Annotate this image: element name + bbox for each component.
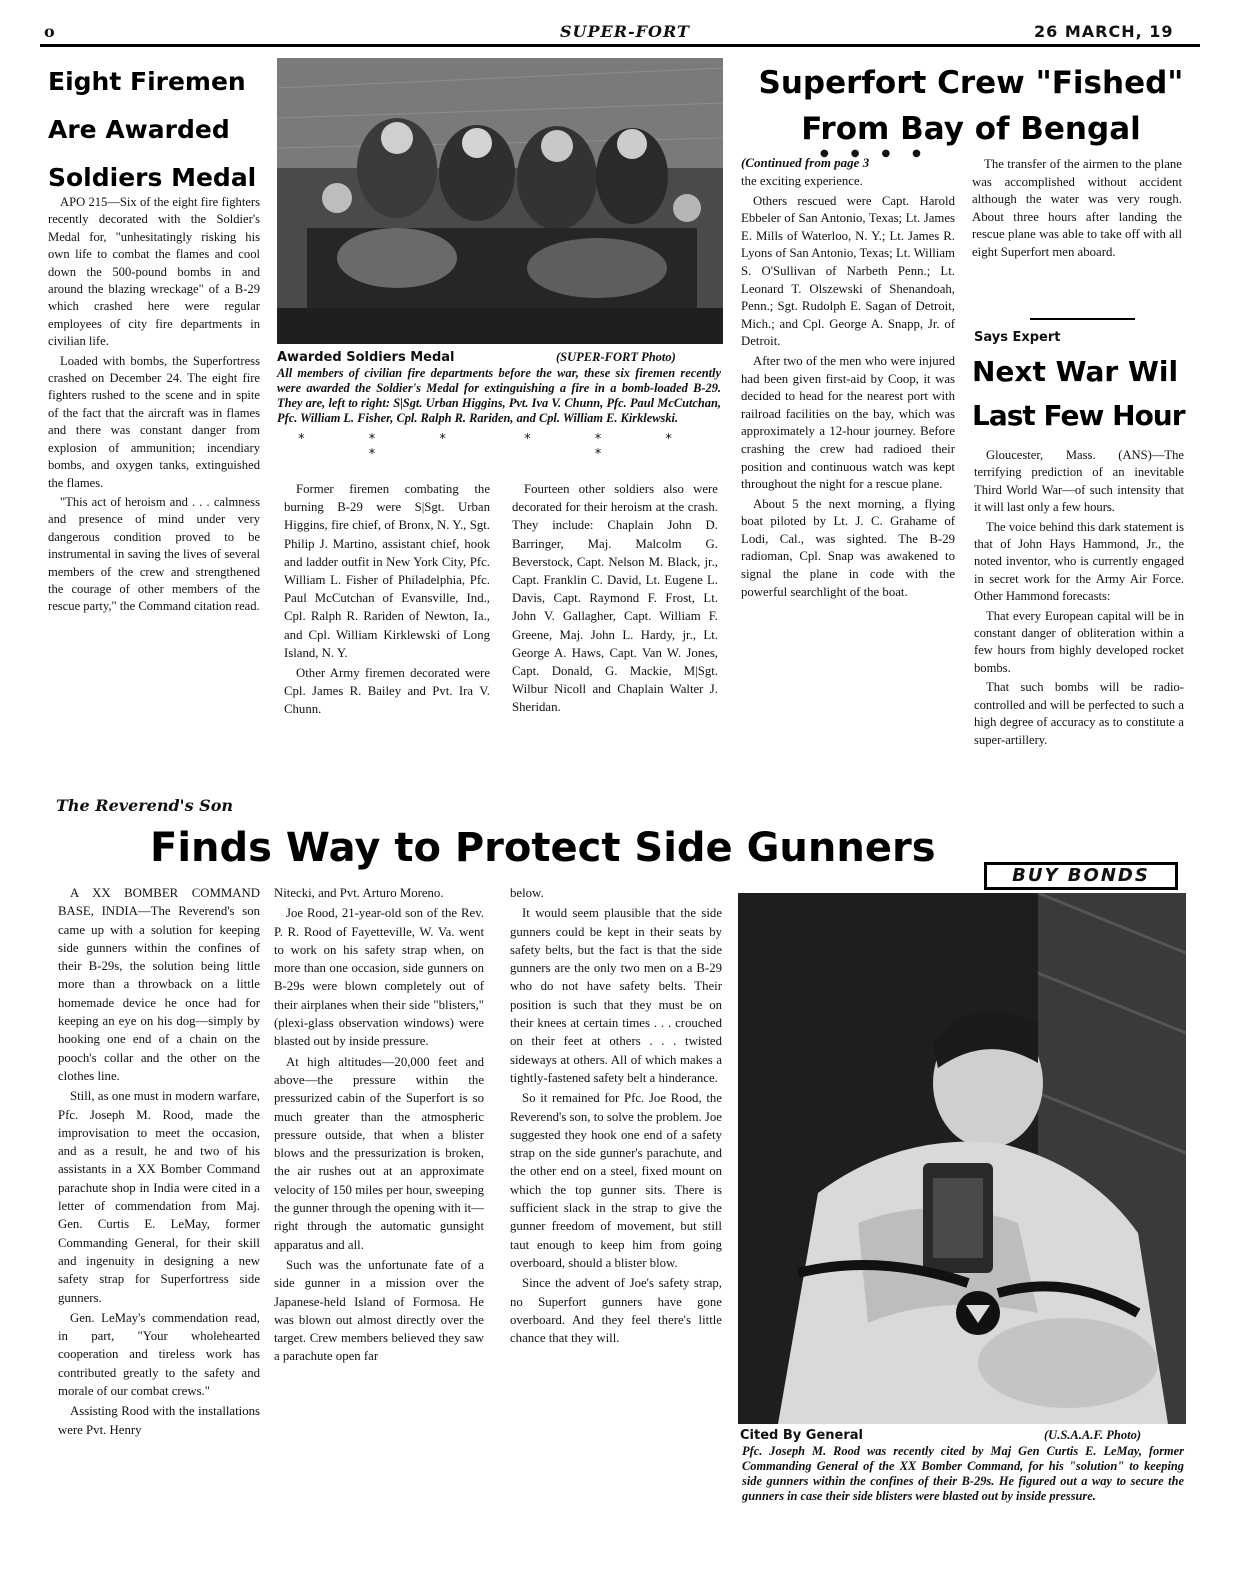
superfort-paragraph: the exciting experience. bbox=[741, 174, 863, 188]
firemen-column-2 bbox=[284, 480, 490, 721]
gunners-paragraph: Assisting Rood with the installations were Pvt. Henry bbox=[58, 1404, 260, 1437]
firemen-separator-left: * * * * bbox=[298, 432, 476, 462]
superfort-end-rule bbox=[1030, 318, 1135, 320]
gunners-column-2 bbox=[274, 884, 484, 1368]
superfort-continued-line: (Continued from page 3 bbox=[741, 155, 870, 170]
expert-kicker: Says Expert bbox=[974, 330, 1061, 345]
expert-paragraph: Gloucester, Mass. (ANS)—The terrifying prediction of an inevitable Third World War—of such intensity that it will last only a few hours. bbox=[974, 448, 1184, 515]
gunners-paragraph: Gen. LeMay's commendation read, in part, "Your wholehearted cooperation and tireless work has contributed greatly to the safety and morale of our combat crews." bbox=[58, 1310, 260, 1399]
firemen-photo-caption-title: Awarded Soldiers Medal bbox=[277, 350, 455, 365]
expert-paragraph: That every European capital will be in constant danger of obliteration within a few hours from highly developed rocket bombs. bbox=[974, 608, 1184, 675]
firemen-headline-line-3: Soldiers Medal bbox=[48, 163, 257, 192]
firemen-paragraph: "This act of heroism and . . . calmness and presence of mind under very dangerous condition proved to be instrumental in saving the lives of several members of the crew and strengthened the courage of other members of the rescue party," the Command citation read. bbox=[48, 494, 260, 614]
superfort-paragraph: After two of the men who were injured had been given first-aid by Coop, it was decided to head for the nearest port with railroad facilities on the bay, which was approximately a 12-hour journey. Before crashing the crew had radioed their position and continuous watch was kept throughout the night for a rescue plane. bbox=[741, 353, 955, 492]
page-number: o bbox=[44, 22, 55, 41]
gunner-photo bbox=[738, 893, 1186, 1424]
superfort-paragraph: Others rescued were Capt. Harold Ebbeler of San Antonio, Texas; Lt. James E. Mills of Waterloo, N. Y.; Lt. James R. Lyons of San Antonio, Texas; Lt. William S. O'Sullivan of Narbeth Penn.; Lt. Leonard T. Olszewski of Shenandoah, Penn.; Sgt. Rudolph E. Sagan of Detroit, Mich.; and Cpl. George A. Snapp, Jr. of Detroit. bbox=[741, 193, 955, 349]
gunners-headline: Finds Way to Protect Side Gunners bbox=[150, 825, 936, 871]
firemen-headline bbox=[48, 58, 268, 202]
expert-column bbox=[974, 447, 1184, 751]
masthead-paper-name: SUPER-FORT bbox=[560, 22, 690, 41]
gunners-paragraph: Such was the unfortunate fate of a side gunner in a mission over the Japanese-held Island of Formosa. He was blown out almost directly over the target. Crew members believed they saw a parachute open far bbox=[274, 1257, 484, 1364]
superfort-paragraph: About 5 the next morning, a flying boat piloted by Lt. J. C. Grahame of Lodi, Cal., was sighted. The B-29 radioman, Cpl. Snap was awakened to signal the plane in code with the powerful searchlight of the boat. bbox=[741, 496, 955, 599]
firemen-separator-right: * * * * bbox=[524, 432, 702, 462]
superfort-headline-line-1: Superfort Crew "Fished" bbox=[758, 65, 1184, 101]
gunners-paragraph: below. bbox=[510, 886, 544, 900]
superfort-headline bbox=[736, 60, 1206, 152]
firemen-photo-caption: All members of civilian fire departments before the war, these six firemen recently were awarded the Soldier's Medal for extinguishing a fire in a bomb-loaded B-29. They are, left to right: S|Sgt. Urban Higgins, Pvt. Iva V. Chunn, Pfc. Paul McCutchan, Pfc. William L. Fisher, Cpl. Ralph R. Rariden, and Cpl. William E. Kirklewski. bbox=[277, 366, 721, 425]
gunners-paragraph: Nitecki, and Pvt. Arturo Moreno. bbox=[274, 886, 444, 900]
gunner-photo-credit: (U.S.A.A.F. Photo) bbox=[1044, 1428, 1142, 1442]
firemen-photo-credit: (SUPER-FORT Photo) bbox=[556, 350, 676, 364]
issue-date: 26 MARCH, 19 bbox=[1034, 22, 1174, 41]
buy-bonds-label: BUY BONDS bbox=[1012, 865, 1150, 886]
expert-paragraph: That such bombs will be radio-controlled and will be perfected to such a high degree of accuracy as to constitute a super-artillery. bbox=[974, 680, 1184, 747]
superfort-paragraph: The transfer of the airmen to the plane was accomplished without accident although the water was very rough. About three hours after landing the rescue plane was able to take off with all eight Superfort men aboard. bbox=[972, 157, 1182, 259]
firemen-photo-illustration bbox=[277, 58, 723, 344]
buy-bonds-box bbox=[984, 862, 1178, 890]
gunner-photo-caption-title: Cited By General bbox=[740, 1428, 863, 1443]
expert-headline-line-1: Next War Wil bbox=[972, 355, 1179, 388]
gunner-photo-illustration bbox=[738, 893, 1186, 1424]
firemen-headline-line-1: Eight Firemen bbox=[48, 67, 246, 96]
superfort-column-1 bbox=[741, 173, 955, 603]
header-rule bbox=[40, 44, 1200, 47]
firemen-column-3 bbox=[512, 480, 718, 719]
gunner-photo-caption: Pfc. Joseph M. Rood was recently cited by Maj Gen Curtis E. LeMay, former Commanding General of the XX Bomber Command, for his "solution" to keeping side gunners within the confines of their B-29s. He figured out a way to secure the gunners in case their side blisters were blasted out by inside pressure. bbox=[742, 1444, 1184, 1503]
gunners-paragraph: It would seem plausible that the side gunners could be kept in their seats by safety belts, but the fact is that the side gunners are the only two men on a B-29 who do not have safety belts. Their position is such that they must be on their knees at certain times . . . crouched on their feet at others . . . twisted sideways at others. All of which makes a tightly-fastened safety belt a hinderance. bbox=[510, 906, 722, 1085]
gunners-paragraph: At high altitudes—20,000 feet and above—the pressure within the pressurized cabin of the Superfort is so much greater than the atmospheric pressure outside, that when a blister blows and the pressurization is broken, the air rushes out at an approximate velocity of 150 miles per hour, sweeping the gunner through the opening with it—right through the automatic gunsight apparatus and all. bbox=[274, 1054, 484, 1252]
gunners-column-1 bbox=[58, 884, 260, 1441]
superfort-column-2 bbox=[972, 156, 1182, 264]
firemen-paragraph: Other Army firemen decorated were Cpl. James R. Bailey and Pvt. Ira V. Chunn. bbox=[284, 666, 490, 717]
firemen-paragraph: Loaded with bombs, the Superfortress crashed on December 24. The eight fire fighters rushed to the scene and in spite of the fact that the aircraft was in flames and there was constant danger from explosion of ammunition; incendiary bombs, and oxygen tanks, extinguished the flames. bbox=[48, 353, 260, 490]
expert-headline-line-2: Last Few Hour bbox=[972, 399, 1185, 432]
firemen-paragraph: APO 215—Six of the eight fire fighters recently decorated with the Soldier's Medal for, "unhesitatingly risking his own life to combat the flames and cool down the 500-pound bombs in and around the blazing wreckage" of a B-29 which crashed here were regular employees of city fire departments in civilian life. bbox=[48, 195, 260, 349]
gunners-paragraph: A XX BOMBER COMMAND BASE, INDIA—The Reverend's son came up with a solution for keeping side gunners within the confines of their B-29s, the solution being little more than a throwback on a little homemade device he once had for keeping an eye on his dog—simply by hooking one end of a chain on the pooch's collar and the other on the clothes line. bbox=[58, 886, 260, 1083]
gunners-paragraph: So it remained for Pfc. Joe Rood, the Reverend's son, to solve the problem. Joe suggested they hook one end of a safety strap on the side gunner's parachute, and the other end on a steel, fixed mount on which the top gunner sits. There is sufficient slack in the strap to give the gunner freedom of movement, but still taut enough to keep him from going overboard, should a blister blow. bbox=[510, 1091, 722, 1270]
firemen-paragraph: Fourteen other soldiers also were decorated for their heroism at the crash. They include: Chaplain John D. Barringer, Maj. Malcolm G. Beverstock, Capt. Nelson M. Black, jr., Capt. Franklin C. David, Lt. Eugene L. Davis, Capt. Raymond F. Frost, Lt. John V. Gallagher, Capt. William F. Greene, Maj. John L. Hardy, jr., Lt. George A. Haws, Capt. Van W. Jones, Capt. Donald, G. Mackie, M|Sgt. Wilbur Nicoll and Chaplain Walter J. Sheridan. bbox=[512, 482, 718, 715]
firemen-column-1 bbox=[48, 194, 260, 618]
firemen-paragraph: Former firemen combating the burning B-29 were S|Sgt. Urban Higgins, fire chief, of Bronx, N. Y., Sgt. Philip J. Martino, assistant chief, hook and ladder outfit in New York City, Pfc. William L. Fisher of Philadelphia, Pfc. Paul McCutchan of Evansville, Ind., Cpl. Ralph R. Rariden of Newton, Ia., and Cpl. William Kirklewski of Long Island, N. Y. bbox=[284, 482, 490, 660]
firemen-headline-line-2: Are Awarded bbox=[48, 115, 230, 144]
gunners-kicker: The Reverend's Son bbox=[56, 796, 234, 815]
expert-headline bbox=[972, 350, 1192, 438]
gunners-paragraph: Since the advent of Joe's safety strap, no Superfort gunners have gone overboard. And they feel there's little chance that they will. bbox=[510, 1276, 722, 1346]
firemen-photo bbox=[277, 58, 723, 344]
superfort-headline-line-2: From Bay of Bengal bbox=[801, 111, 1141, 147]
gunners-paragraph: Joe Rood, 21-year-old son of the Rev. P. R. Rood of Fayetteville, W. Va. went to work on his safety strap when, on more than one occasion, side gunners on B-29s were blown completely out of their airplanes when their side "blisters," (plexi-glass observation windows) were blasted out by inside pressure. bbox=[274, 906, 484, 1049]
gunners-paragraph: Still, as one must in modern warfare, Pfc. Joseph M. Rood, made the improvisation to meet the occasion, and as a result, he and two of his assistants in a XX Bomber Command parachute shop in India were cited in a letter of commendation from Maj. Gen. Curtis E. LeMay, former Commanding General, for their skill and ingenuity in designing a new safety strap for Superfortress side gunners. bbox=[58, 1089, 260, 1305]
gunners-column-3 bbox=[510, 884, 722, 1349]
expert-paragraph: The voice behind this dark statement is that of John Hays Hammond, Jr., the noted inventor, who is currently engaged in secret work for the Army Air Force. Other Hammond forecasts: bbox=[974, 519, 1184, 604]
superfort-dots: ●●●● bbox=[820, 148, 943, 159]
